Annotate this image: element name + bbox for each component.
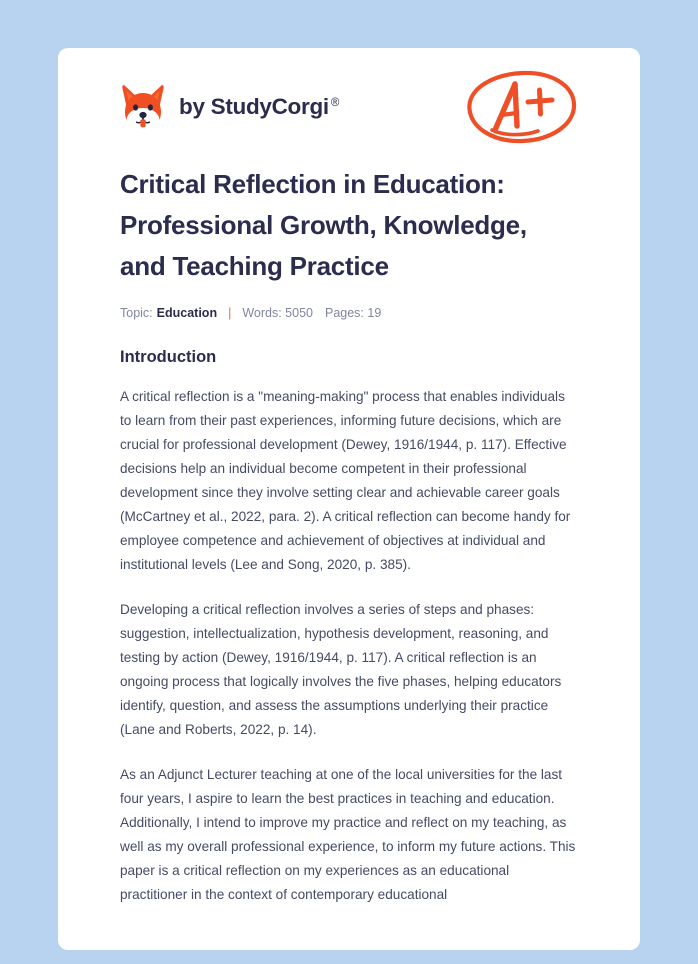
paragraph: A critical reflection is a "meaning-making" process that enables individuals to learn from their past experiences, informing future decisions, which are crucial for professional development (Dewey, 1916/1944, p. 117). Effective decisions help an individual become competent in their professional development since they involve setting clear and achievable career goals (McCartney et al., 2022, para. 2). A critical reflection can become handy for employee competence and achievement of objectives at individual and institutional levels (Lee and Song, 2020, p. 385). (120, 389, 571, 572)
document-meta (120, 306, 578, 320)
topic-label: Topic: (120, 306, 153, 320)
word-count: Words: 5050 (242, 306, 313, 320)
section-heading-introduction: Introduction (120, 348, 217, 366)
paragraph: As an Adjunct Lecturer teaching at one of the local universities for the last four years, I aspire to learn the best practices in teaching and education. Additionally, I intend to improve my practice and reflect on my teaching, as well as my overall professional experience, to inform my future actions. This paper is a critical reflection on my experiences as an educational practitioner in the context of contemporary educational (120, 767, 576, 902)
corgi-face-icon (120, 82, 166, 132)
brand-logo[interactable] (120, 82, 339, 132)
a-plus-grade-icon (466, 68, 578, 146)
brand-name: StudyCorgi (210, 94, 329, 119)
paragraph: Developing a critical reflection involves a series of steps and phases: suggestion, intellectualization, hypothesis development, reasoning, and testing by action (Dewey, 1916/1944, p. 117). A critical reflection is an ongoing process that logically involves the five phases, helping educators identify, question, and assess the assumptions underlying their practice (Lane and Roberts, 2022, p. 14). (120, 602, 562, 737)
page-title: Critical Reflection in Education: Professional Growth, Knowledge, and Teaching Practice (120, 169, 527, 281)
registered-trademark-icon: ® (330, 96, 340, 109)
brand-prefix: by (179, 94, 211, 119)
brand-wordmark (179, 94, 339, 120)
document-header (120, 48, 578, 152)
topic-value[interactable]: Education (156, 306, 218, 320)
document-paper (58, 48, 640, 950)
page-count: Pages: 19 (324, 306, 382, 320)
meta-separator: | (228, 306, 232, 320)
